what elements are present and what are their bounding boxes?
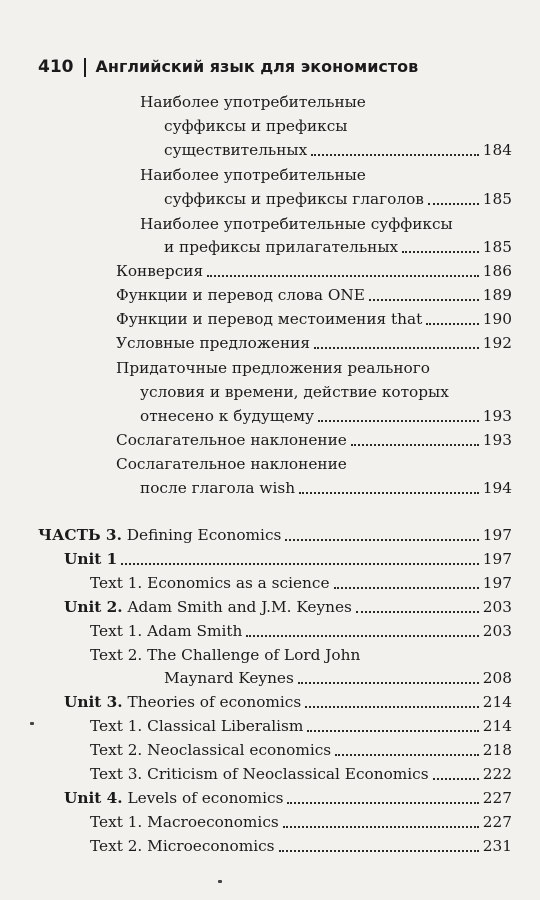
dot-leader	[311, 153, 479, 156]
toc-entry-page: 185	[482, 190, 512, 208]
page-number: 410	[38, 57, 74, 77]
toc-entry-page: 222	[482, 765, 512, 783]
toc-entry-title: Unit 4. Levels of economics	[64, 789, 284, 807]
toc-entry	[116, 452, 512, 476]
toc-entry-title: Text 1. Adam Smith	[90, 622, 243, 640]
toc-entry-page: 214	[482, 693, 512, 711]
toc-entry-title: Unit 2. Adam Smith and J.M. Keynes	[64, 598, 352, 616]
stray-mark	[30, 722, 34, 725]
toc-entry	[164, 666, 512, 690]
toc-entry	[116, 259, 512, 283]
toc-entry-page: 197	[482, 550, 512, 568]
toc-entry-page: 184	[482, 141, 512, 159]
toc-entry	[64, 595, 512, 619]
toc-entry-page: 197	[482, 526, 512, 544]
toc-entry-page: 194	[482, 479, 512, 497]
toc-entry-page: 203	[482, 622, 512, 640]
toc-entry-title: Наиболее употребительные	[140, 93, 366, 111]
dot-leader	[298, 681, 479, 684]
dot-leader	[305, 705, 479, 708]
dot-leader	[318, 419, 479, 422]
dot-leader	[334, 586, 479, 589]
dot-leader	[287, 801, 478, 804]
dot-leader	[283, 825, 479, 828]
toc-entry-page: 193	[482, 407, 512, 425]
toc-entry-page: 186	[482, 262, 512, 280]
toc-entry-title: Придаточные предложения реального	[116, 359, 430, 377]
dot-leader	[356, 610, 479, 613]
toc-entry-page: 218	[482, 741, 512, 759]
toc-entry	[90, 571, 512, 595]
dot-leader	[207, 274, 479, 277]
toc-entry-title: Text 3. Criticism of Neoclassical Economics	[90, 765, 429, 783]
toc-entry-page: 192	[482, 334, 512, 352]
toc-entry-title: Text 2. Neoclassical economics	[90, 741, 332, 759]
toc-entry	[140, 380, 512, 404]
toc-entry-title: Условные предложения	[116, 334, 310, 352]
toc-entry	[90, 738, 512, 762]
toc-entry-page: 208	[482, 669, 512, 687]
toc-entry-title: Unit 3. Theories of economics	[64, 693, 302, 711]
toc-entry	[164, 138, 512, 162]
toc-entry	[64, 786, 512, 810]
dot-leader	[351, 443, 479, 446]
toc-entry	[116, 307, 512, 331]
toc-entry	[140, 476, 512, 500]
toc-entry	[38, 523, 512, 547]
toc-entry-title: Конверсия	[116, 262, 204, 280]
toc-entry	[116, 356, 512, 380]
toc-entry-title: Сослагательное наклонение	[116, 455, 347, 473]
toc-entry	[164, 235, 512, 259]
toc-entry-title: после глагола wish	[140, 479, 296, 497]
toc-entry-page: 185	[482, 238, 512, 256]
toc-entry	[90, 619, 512, 643]
toc-entry-title: суффиксы и префиксы глаголов	[164, 190, 424, 208]
dot-leader	[307, 729, 478, 732]
toc-entry-page: 231	[482, 837, 512, 855]
toc-entry-page: 190	[482, 310, 512, 328]
toc-entry-page: 189	[482, 286, 512, 304]
toc-entry	[90, 643, 512, 667]
toc-entry	[116, 428, 512, 452]
stray-mark	[218, 880, 222, 883]
toc-entry-title: Сослагательное наклонение	[116, 431, 347, 449]
toc-entry-page: 197	[482, 574, 512, 592]
dot-leader	[428, 202, 479, 205]
dot-leader	[335, 753, 479, 756]
toc-entry-title: Text 1. Economics as a science	[90, 574, 330, 592]
toc-entry-title: Text 2. Microeconomics	[90, 837, 275, 855]
dot-leader	[121, 562, 478, 565]
dot-leader	[314, 346, 479, 349]
dot-leader	[402, 250, 479, 253]
running-title: Английский язык для экономистов	[95, 57, 419, 76]
toc-entry-title: Unit 1	[64, 550, 118, 568]
dot-leader	[285, 538, 478, 541]
toc-entry	[164, 187, 512, 211]
toc-entry	[116, 331, 512, 355]
toc-entry-title: отнесено к будущему	[140, 407, 315, 425]
toc-entry-title: Text 2. The Challenge of Lord John	[90, 646, 361, 664]
dot-leader	[299, 491, 479, 494]
toc-entry-title: Наиболее употребительные суффиксы	[140, 215, 453, 233]
toc-entry-title: Наиболее употребительные	[140, 166, 366, 184]
toc-entry-title: условия и времени, действие которых	[140, 383, 449, 401]
dot-leader	[369, 298, 479, 301]
toc-entry-title: существительных	[164, 141, 308, 159]
toc-entry-title: Maynard Keynes	[164, 669, 294, 687]
toc-entry-page: 214	[482, 717, 512, 735]
toc-entry	[90, 762, 512, 786]
toc-entry-title: Text 1. Macroeconomics	[90, 813, 279, 831]
toc-entry	[140, 212, 512, 236]
toc-entry-page: 227	[482, 813, 512, 831]
toc-entry	[64, 690, 512, 714]
toc-entry	[64, 547, 512, 571]
toc-entry-title: суффиксы и префиксы	[164, 117, 348, 135]
dot-leader	[246, 634, 478, 637]
toc-entry	[116, 283, 512, 307]
toc-entry	[140, 90, 512, 114]
dot-leader	[279, 849, 479, 852]
toc-entry-page: 193	[482, 431, 512, 449]
toc-entry	[90, 834, 512, 858]
toc-entry	[140, 404, 512, 428]
toc-entry	[140, 163, 512, 187]
toc-entry	[164, 114, 512, 138]
toc-entry	[90, 810, 512, 834]
toc-entry-page: 203	[482, 598, 512, 616]
toc-entry-title: и префиксы прилагательных	[164, 238, 399, 256]
toc-entry-title: Text 1. Classical Liberalism	[90, 717, 304, 735]
toc-entry-title: Функции и перевод местоимения that	[116, 310, 423, 328]
toc-entry-page: 227	[482, 789, 512, 807]
dot-leader	[433, 777, 479, 780]
dot-leader	[426, 322, 478, 325]
toc-entry	[90, 714, 512, 738]
toc-entry-title: Функции и перевод слова ONE	[116, 286, 365, 304]
toc-entry-title: ЧАСТЬ 3. Defining Economics	[38, 526, 282, 544]
